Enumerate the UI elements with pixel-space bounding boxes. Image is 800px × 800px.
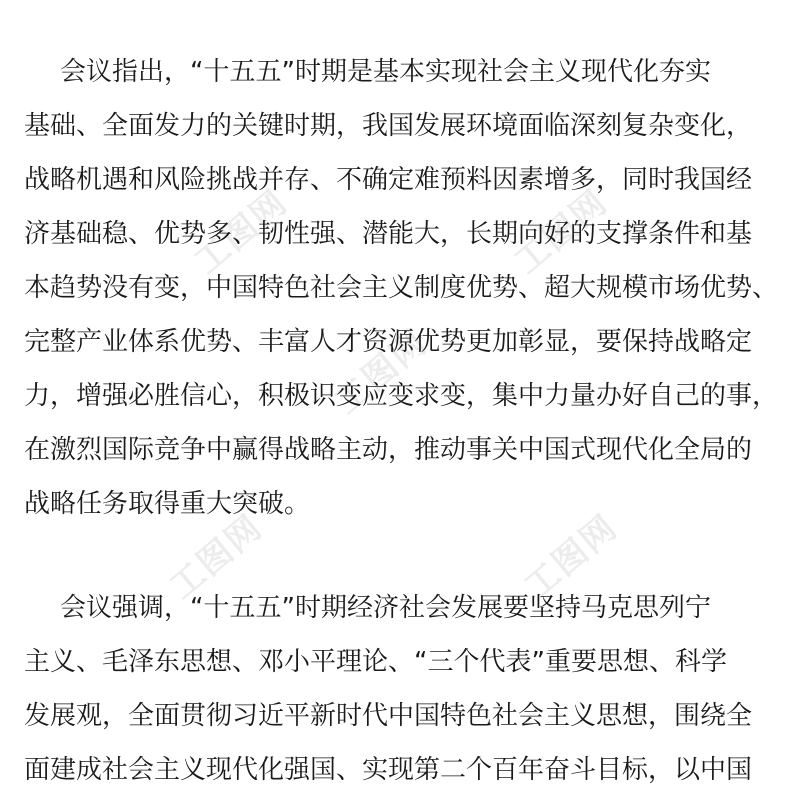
text-line: 面建成社会主义现代化强国、实现第二个百年奋斗目标，以中国 bbox=[24, 755, 753, 785]
text-line: 完整产业体系优势、丰富人才资源优势更加彰显，要保持战略定 bbox=[24, 327, 753, 357]
text-line: 力，增强必胜信心，积极识变应变求变，集中力量办好自己的事， bbox=[24, 381, 779, 411]
text-line: 本趋势没有变，中国特色社会主义制度优势、超大规模市场优势、 bbox=[24, 273, 779, 303]
text-line: 战略任务取得重大突破。 bbox=[24, 489, 311, 519]
watermark-logo: 工图网 bbox=[327, 322, 436, 423]
watermark-logo: 工图网 bbox=[162, 507, 271, 608]
text-line: 基础、全面发力的关键时期，我国发展环境面临深刻复杂变化， bbox=[24, 111, 753, 141]
text-line: 在激烈国际竞争中赢得战略主动，推动事关中国式现代化全局的 bbox=[24, 435, 753, 465]
watermark-logo: 工图网 bbox=[517, 507, 626, 608]
text-line: 战略机遇和风险挑战并存、不确定难预料因素增多，同时我国经 bbox=[24, 165, 753, 195]
watermark-logo: 工图网 bbox=[187, 182, 296, 283]
text-line: 主义、毛泽东思想、邓小平理论、“三个代表”重要思想、科学 bbox=[24, 647, 727, 677]
text-line: 济基础稳、优势多、韧性强、潜能大，长期向好的支撑条件和基 bbox=[24, 219, 753, 249]
watermark-logo: 工图网 bbox=[507, 182, 616, 283]
text-line: 会议强调，“十五五”时期经济社会发展要坚持马克思列宁 bbox=[60, 593, 711, 623]
text-line: 会议指出，“十五五”时期是基本实现社会主义现代化夯实 bbox=[60, 57, 711, 87]
text-line: 发展观，全面贯彻习近平新时代中国特色社会主义思想，围绕全 bbox=[24, 701, 753, 731]
